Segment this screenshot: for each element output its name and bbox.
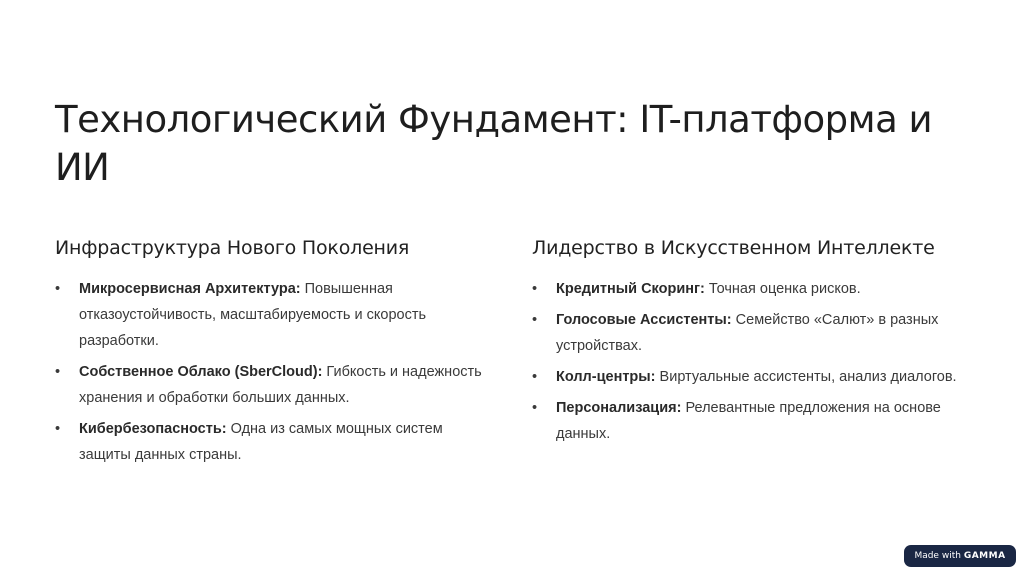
item-text: Релевантные предложения на основе данных. bbox=[556, 400, 941, 442]
made-with-gamma-badge[interactable] bbox=[904, 545, 1016, 567]
item-term: Персонализация: bbox=[556, 400, 682, 416]
list-item bbox=[55, 416, 495, 468]
item-text: Семейство «Салют» в разных устройствах. bbox=[556, 312, 939, 354]
bullet-icon: • bbox=[55, 364, 61, 380]
list-item bbox=[55, 359, 495, 411]
bullet-icon: • bbox=[532, 400, 538, 416]
bullet-icon: • bbox=[532, 281, 538, 297]
bullet-icon: • bbox=[55, 421, 61, 437]
list-item bbox=[532, 276, 982, 302]
right-bullet-list bbox=[532, 276, 982, 447]
left-column bbox=[55, 234, 495, 473]
list-item bbox=[532, 364, 982, 390]
item-text: Точная оценка рисков. bbox=[704, 281, 861, 297]
right-column-heading: Лидерство в Искусственном Интеллекте bbox=[532, 237, 935, 259]
slide-title: Технологический Фундамент: IT-платформа и ИИ bbox=[55, 98, 933, 189]
item-term: Собственное Облако (SberCloud): bbox=[79, 364, 323, 380]
item-term: Микросервисная Архитектура: bbox=[79, 281, 301, 297]
bullet-icon: • bbox=[532, 369, 538, 385]
list-item bbox=[532, 395, 982, 447]
list-item bbox=[55, 276, 495, 354]
right-column bbox=[532, 234, 982, 452]
item-text: Повышенная отказоустойчивость, масштабируемость и скорость разработки. bbox=[79, 281, 427, 349]
left-bullet-list bbox=[55, 276, 495, 468]
item-text: Гибкость и надежность хранения и обработки больших данных. bbox=[79, 364, 482, 406]
bullet-icon: • bbox=[55, 281, 61, 297]
item-term: Кибербезопасность: bbox=[79, 421, 227, 437]
list-item bbox=[532, 307, 982, 359]
item-term: Голосовые Ассистенты: bbox=[556, 312, 732, 328]
item-term: Колл-центры: bbox=[556, 369, 656, 385]
item-text: Виртуальные ассистенты, анализ диалогов. bbox=[655, 369, 957, 385]
item-term: Кредитный Скоринг: bbox=[556, 281, 705, 297]
badge-prefix: Made with bbox=[914, 551, 961, 561]
bullet-icon: • bbox=[532, 312, 538, 328]
gamma-logo: GAMMA bbox=[963, 551, 1006, 561]
item-text: Одна из самых мощных систем защиты данных страны. bbox=[79, 421, 443, 463]
left-column-heading: Инфраструктура Нового Поколения bbox=[55, 237, 410, 259]
